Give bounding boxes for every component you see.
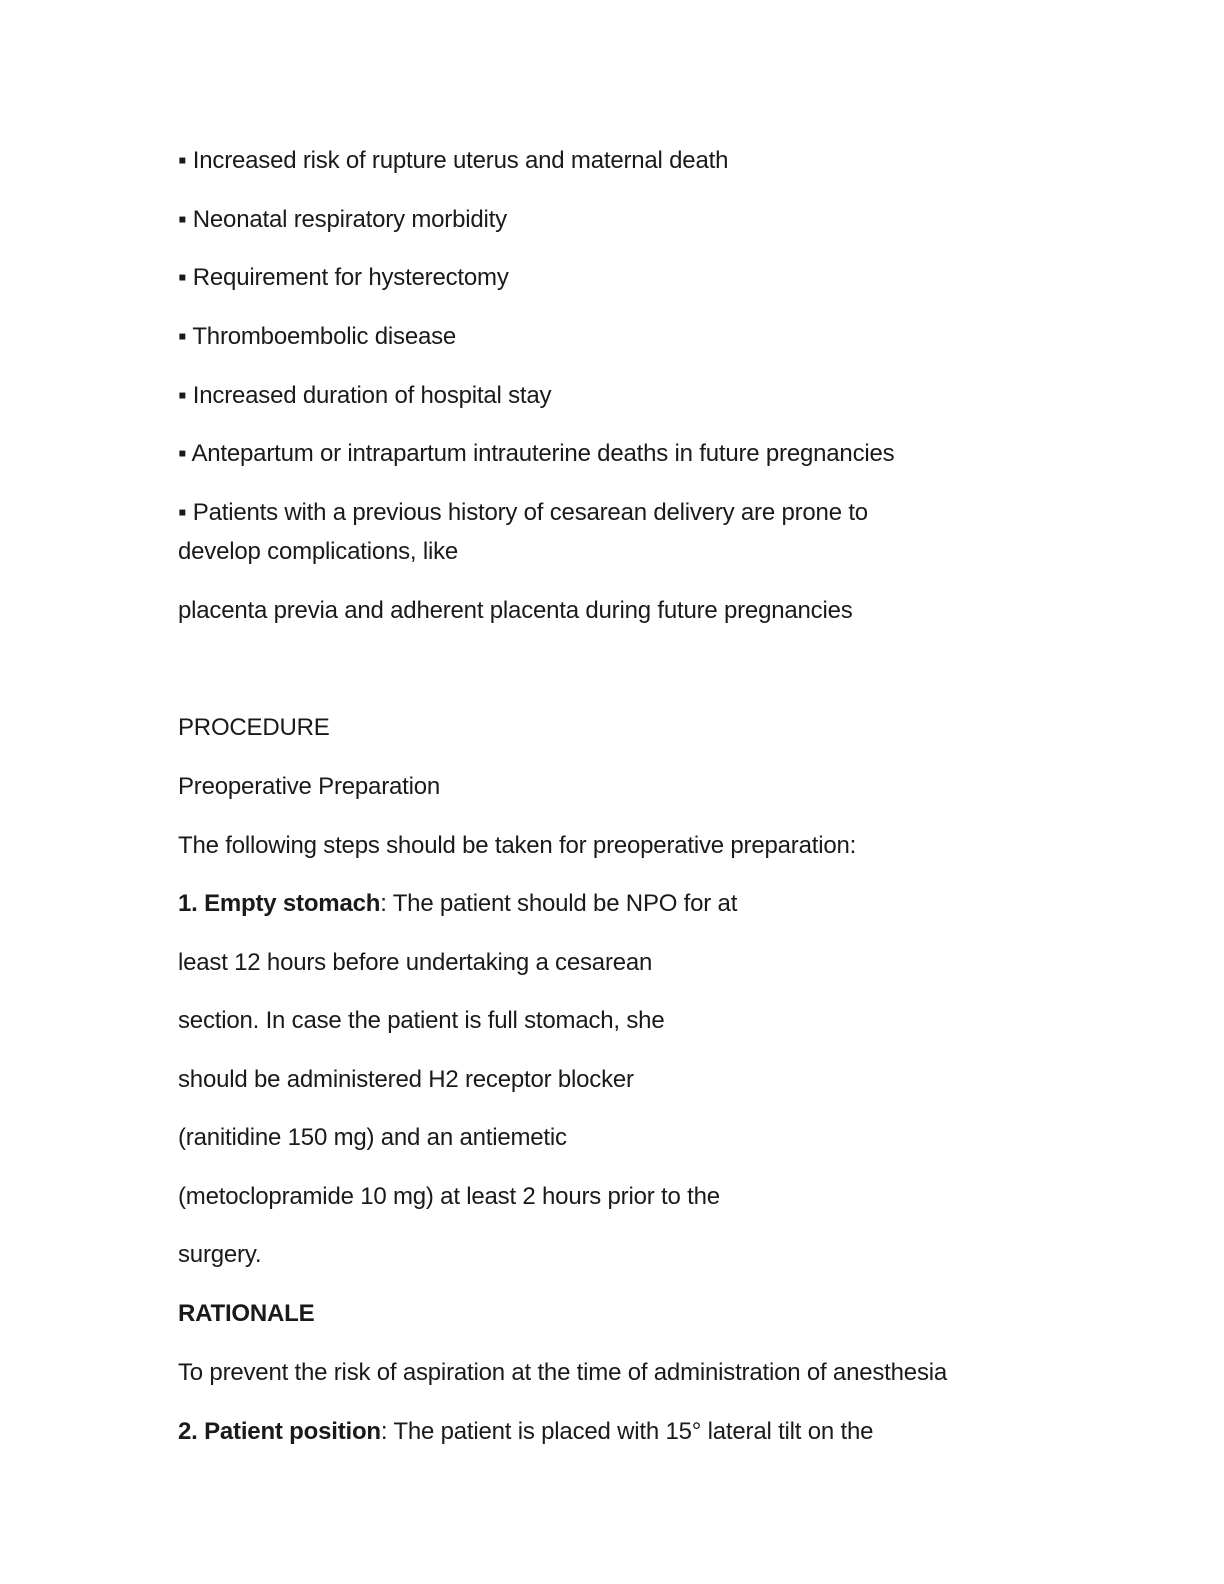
- step-2-text: : The patient is placed with 15° lateral tilt on the: [380, 1418, 874, 1445]
- bullet-item: ▪ Requirement for hysterectomy: [178, 264, 509, 291]
- step-1-continuation: (metoclopramide 10 mg) at least 2 hours prior to the: [178, 1183, 720, 1210]
- bullet-item: ▪ Thromboembolic disease: [178, 323, 457, 350]
- bullet-continuation: develop complications, like: [178, 538, 459, 565]
- step-1-label: 1. Empty stomach: [178, 890, 381, 917]
- step-2-label: 2. Patient position: [178, 1418, 381, 1445]
- bullet-item: ▪ Patients with a previous history of cesarean delivery are prone to: [178, 499, 868, 526]
- step-1-continuation: (ranitidine 150 mg) and an antiemetic: [178, 1124, 567, 1151]
- step-1-continuation: least 12 hours before undertaking a cesarean: [178, 949, 653, 976]
- step-1-text: : The patient should be NPO for at: [380, 890, 738, 917]
- bullet-item: ▪ Increased duration of hospital stay: [178, 382, 552, 409]
- step-1: [178, 889, 737, 919]
- rationale-heading: RATIONALE: [178, 1300, 315, 1327]
- subheading: Preoperative Preparation: [178, 773, 441, 800]
- bullet-item: ▪ Antepartum or intrapartum intrauterine deaths in future pregnancies: [178, 440, 895, 467]
- rationale-text: To prevent the risk of aspiration at the time of administration of anesthesia: [178, 1359, 948, 1386]
- step-1-continuation: surgery.: [178, 1241, 262, 1268]
- intro-paragraph: The following steps should be taken for preoperative preparation:: [178, 832, 857, 859]
- step-1-continuation: section. In case the patient is full stomach, she: [178, 1007, 665, 1034]
- bullet-item: ▪ Neonatal respiratory morbidity: [178, 206, 507, 233]
- bullet-item: ▪ Increased risk of rupture uterus and maternal death: [178, 147, 729, 174]
- section-heading: PROCEDURE: [178, 714, 330, 741]
- bullet-continuation: placenta previa and adherent placenta during future pregnancies: [178, 597, 853, 624]
- step-1-continuation: should be administered H2 receptor blocker: [178, 1066, 634, 1093]
- step-2: [178, 1417, 873, 1447]
